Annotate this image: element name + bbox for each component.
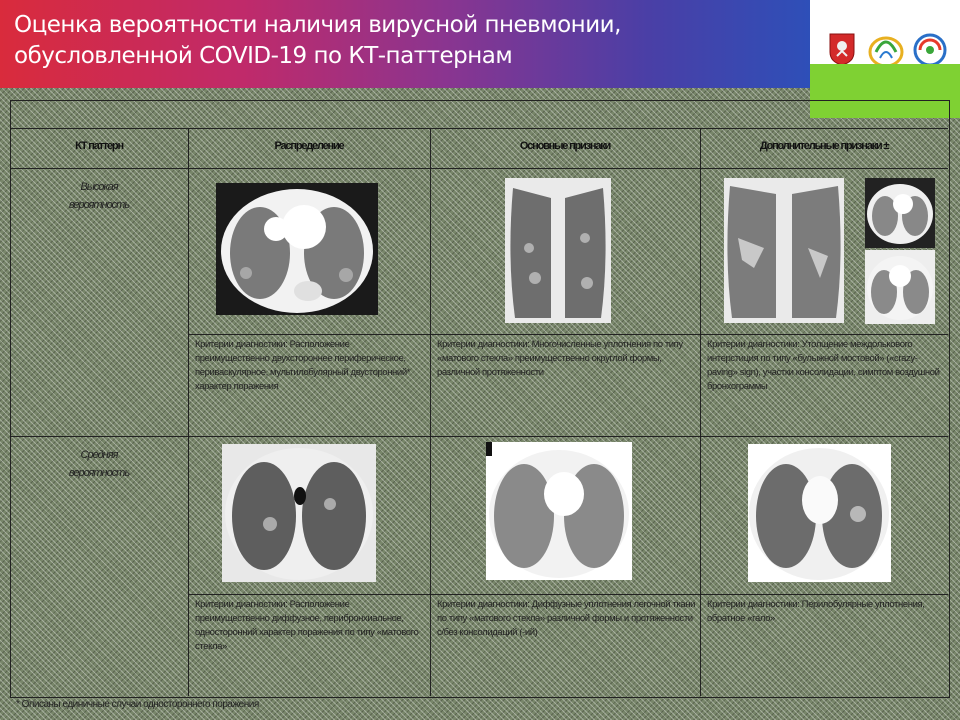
table-rule bbox=[188, 128, 189, 696]
ct-scan-coronal-crazy-paving bbox=[724, 178, 844, 323]
title-line-1: Оценка вероятности наличия вирусной пневмонии, bbox=[14, 12, 621, 38]
criteria-medium-distribution: Критерии диагностики: Расположение преимущественно диффузное, перибронхиальное, односторонний характер поражения по типу «матового стекла» bbox=[195, 599, 419, 652]
row-label-high-line1: Высокая bbox=[80, 181, 118, 193]
footnote: * Описаны единичные случаи одностороннего поражения bbox=[16, 699, 259, 710]
table-rule bbox=[430, 128, 431, 696]
page-title bbox=[14, 10, 621, 72]
title-line-2: обусловленной COVID-19 по КТ-паттернам bbox=[14, 43, 513, 69]
column-header-pattern: КТ паттерн bbox=[75, 140, 123, 152]
row-label-high-line2: вероятность bbox=[68, 199, 130, 211]
criteria-high-additional: Критерии диагностики: Утолщение междолькового интерстиция по типу «булыжной мостовой» («crazy-paving» sign), участки консолидации, симптом воздушной бронхограммы bbox=[707, 339, 940, 392]
column-header-distribution: Распределение bbox=[274, 140, 344, 152]
row-label-medium-line1: Средняя bbox=[80, 449, 118, 461]
table-rule bbox=[10, 128, 948, 129]
ct-scan-axial bbox=[216, 183, 378, 315]
logo-strip bbox=[810, 0, 960, 64]
criteria-medium-main: Критерии диагностики: Диффузные уплотнения легочной ткани по типу «матового стекла» различной формы и протяженности с/без консолидаций (-ий) bbox=[437, 599, 696, 638]
ct-scan-axial-small-2 bbox=[865, 250, 935, 324]
health-department-logo-icon bbox=[866, 30, 906, 68]
row-label-medium-line2: вероятность bbox=[68, 467, 130, 479]
ct-scan-axial-medium-2 bbox=[486, 442, 632, 580]
criteria-high-main: Критерии диагностики: Многочисленные уплотнения по типу «матового стекла» преимущественно округлой формы, различной протяженности bbox=[437, 339, 683, 378]
column-header-main-signs: Основные признаки bbox=[519, 140, 611, 152]
table-rule bbox=[700, 128, 701, 696]
table-rule bbox=[188, 334, 948, 335]
radiology-center-logo-icon bbox=[912, 30, 948, 68]
row-label-medium bbox=[10, 446, 188, 482]
row-label-high bbox=[10, 178, 188, 214]
ct-scan-coronal bbox=[505, 178, 611, 323]
criteria-medium-additional: Критерии диагностики: Перилобулярные уплотнения, обратное «гало» bbox=[707, 599, 925, 624]
ct-scan-axial-medium-1 bbox=[222, 444, 376, 582]
table-rule bbox=[188, 594, 948, 595]
criteria-high-distribution: Критерии диагностики: Расположение преимущественно двухстороннее периферическое, периваскулярное, мультилобулярный двусторонний* характер поражения bbox=[195, 339, 411, 392]
table-rule bbox=[10, 168, 948, 169]
moscow-coat-of-arms-icon bbox=[828, 32, 856, 66]
ct-scan-axial-medium-3 bbox=[748, 444, 891, 582]
column-header-additional-signs: Дополнительные признаки ± bbox=[759, 140, 889, 152]
ct-scan-axial-small-1 bbox=[865, 178, 935, 248]
table-rule bbox=[10, 436, 948, 437]
title-banner bbox=[0, 0, 810, 88]
